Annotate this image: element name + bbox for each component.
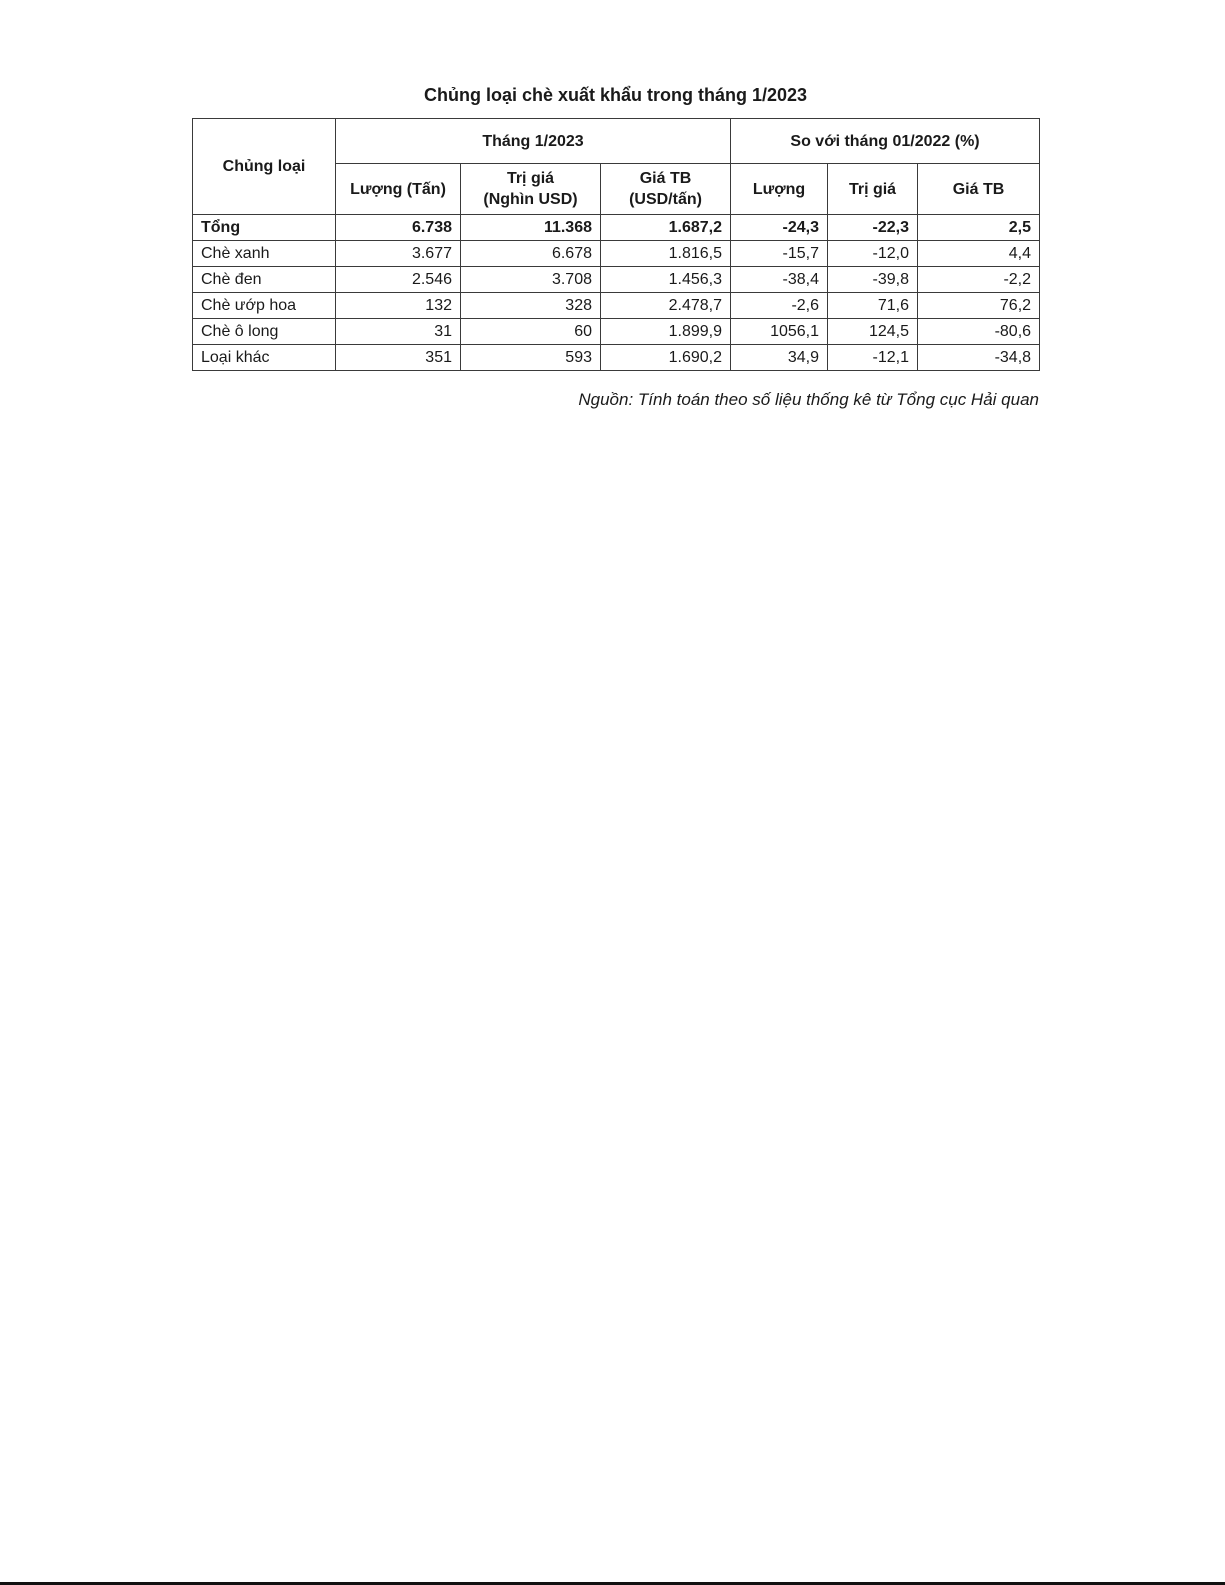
header-price-line2: (USD/tấn) <box>629 191 702 208</box>
cell-volume: 132 <box>336 293 461 319</box>
cell-value: 3.708 <box>461 267 601 293</box>
table-row <box>193 345 1040 371</box>
header-cmp-volume: Lượng <box>731 164 828 215</box>
cell-cmp-volume: -38,4 <box>731 267 828 293</box>
cell-type: Tổng <box>193 215 336 241</box>
header-price <box>601 164 731 215</box>
table-title: Chủng loại chè xuất khẩu trong tháng 1/2023 <box>423 85 808 105</box>
table-row-total <box>193 215 1040 241</box>
cell-price: 1.687,2 <box>601 215 731 241</box>
cell-value: 11.368 <box>461 215 601 241</box>
cell-cmp-volume: -2,6 <box>731 293 828 319</box>
cell-cmp-value: -12,1 <box>828 345 918 371</box>
cell-cmp-price: -80,6 <box>918 319 1040 345</box>
cell-price: 1.899,9 <box>601 319 731 345</box>
cell-cmp-price: -34,8 <box>918 345 1040 371</box>
header-group-compare: So với tháng 01/2022 (%) <box>731 119 1040 164</box>
cell-cmp-value: 71,6 <box>828 293 918 319</box>
cell-cmp-volume: 34,9 <box>731 345 828 371</box>
table-row <box>193 267 1040 293</box>
tea-export-table <box>192 118 1040 371</box>
table-row <box>193 293 1040 319</box>
cell-volume: 351 <box>336 345 461 371</box>
cell-type: Loại khác <box>193 345 336 371</box>
cell-cmp-volume: -24,3 <box>731 215 828 241</box>
cell-value: 6.678 <box>461 241 601 267</box>
cell-volume: 6.738 <box>336 215 461 241</box>
header-group-current: Tháng 1/2023 <box>336 119 731 164</box>
header-value-line2: (Nghìn USD) <box>483 191 578 208</box>
header-price-line1: Giá TB <box>639 170 692 187</box>
cell-price: 1.816,5 <box>601 241 731 267</box>
cell-value: 60 <box>461 319 601 345</box>
cell-cmp-price: -2,2 <box>918 267 1040 293</box>
cell-price: 2.478,7 <box>601 293 731 319</box>
cell-volume: 3.677 <box>336 241 461 267</box>
header-cmp-price: Giá TB <box>918 164 1040 215</box>
header-value <box>461 164 601 215</box>
cell-value: 593 <box>461 345 601 371</box>
cell-cmp-volume: 1056,1 <box>731 319 828 345</box>
header-group-row <box>193 119 1040 164</box>
cell-volume: 31 <box>336 319 461 345</box>
cell-cmp-price: 76,2 <box>918 293 1040 319</box>
table-row <box>193 319 1040 345</box>
cell-type: Chè xanh <box>193 241 336 267</box>
cell-value: 328 <box>461 293 601 319</box>
cell-volume: 2.546 <box>336 267 461 293</box>
cell-type: Chè đen <box>193 267 336 293</box>
cell-cmp-value: -22,3 <box>828 215 918 241</box>
table-row <box>193 241 1040 267</box>
cell-cmp-price: 2,5 <box>918 215 1040 241</box>
cell-cmp-value: 124,5 <box>828 319 918 345</box>
header-value-line1: Trị giá <box>506 170 555 187</box>
cell-price: 1.456,3 <box>601 267 731 293</box>
cell-cmp-value: -39,8 <box>828 267 918 293</box>
cell-cmp-value: -12,0 <box>828 241 918 267</box>
header-cmp-value: Trị giá <box>828 164 918 215</box>
cell-cmp-volume: -15,7 <box>731 241 828 267</box>
cell-type: Chè ướp hoa <box>193 293 336 319</box>
cell-price: 1.690,2 <box>601 345 731 371</box>
header-type: Chủng loại <box>193 119 336 215</box>
source-note: Nguồn: Tính toán theo số liệu thống kê từ Tổng cục Hải quan <box>578 390 1039 409</box>
header-volume: Lượng (Tấn) <box>336 164 461 215</box>
cell-type: Chè ô long <box>193 319 336 345</box>
cell-cmp-price: 4,4 <box>918 241 1040 267</box>
